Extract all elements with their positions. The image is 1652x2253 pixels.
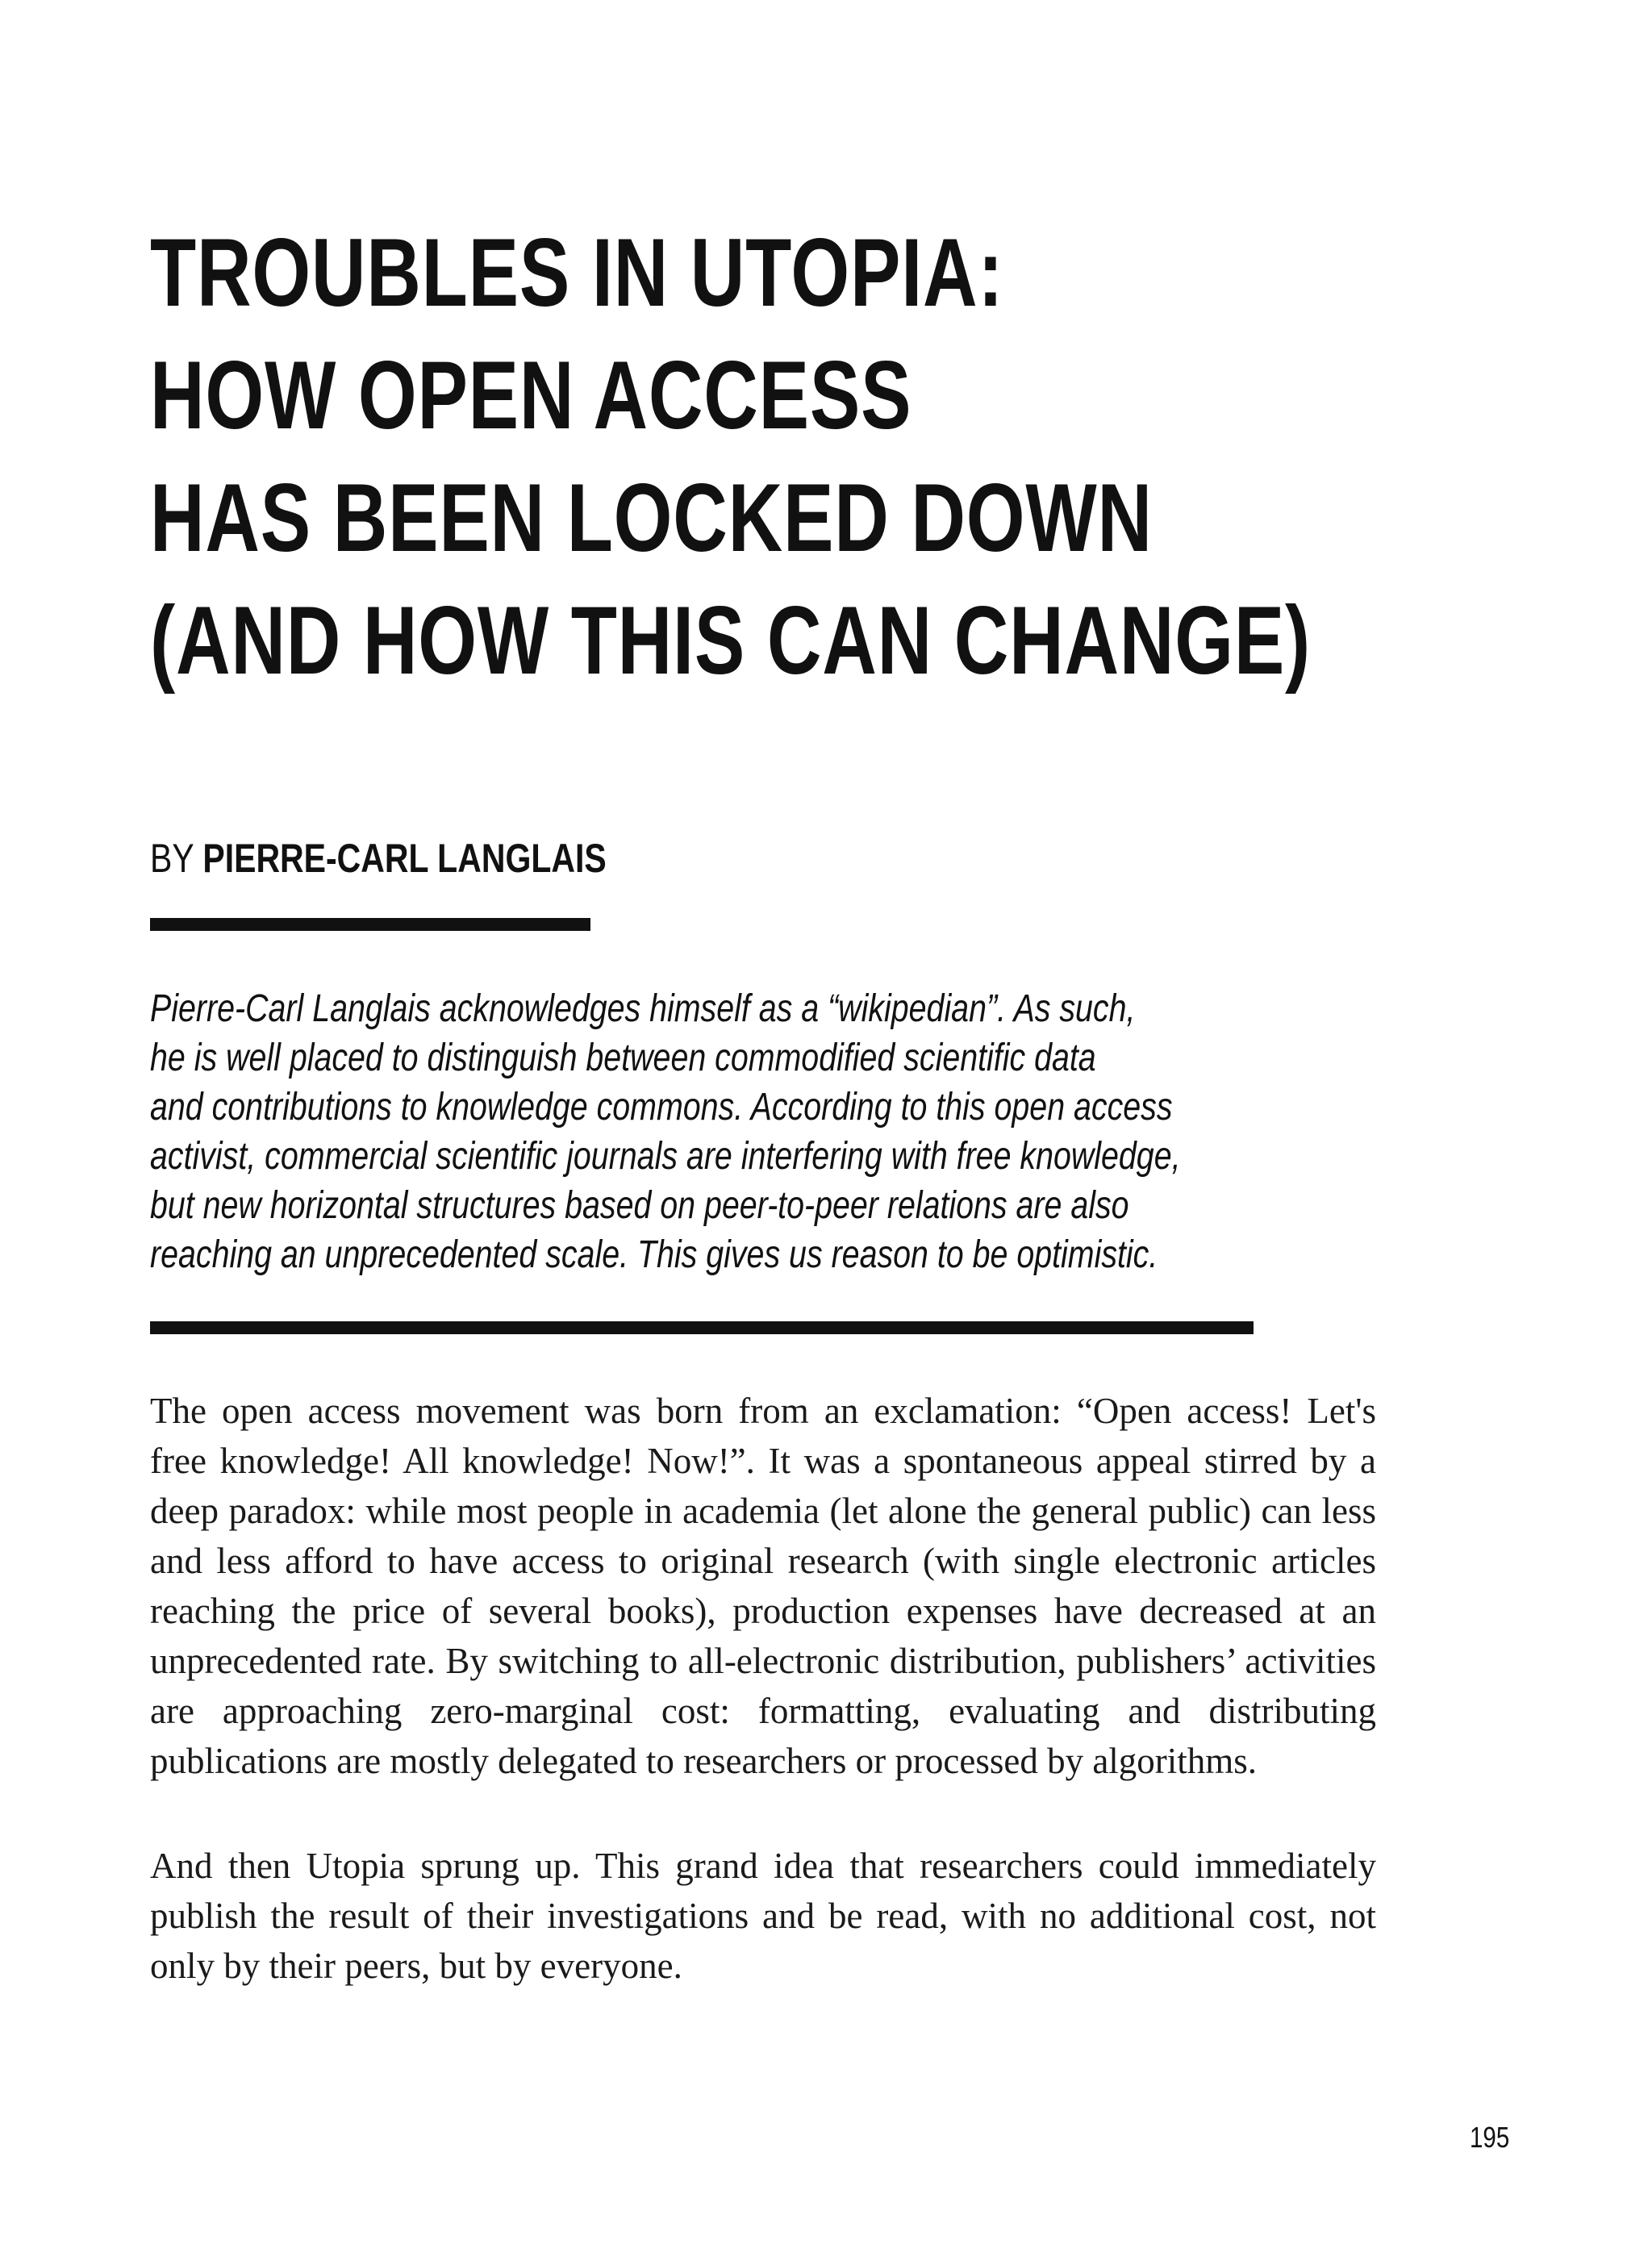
intro-line: and contributions to knowledge commons. According to this open access (150, 1086, 1173, 1129)
paragraph-line: publications are mostly delegated to researchers or processed by algorithms. (150, 1741, 1258, 1781)
intro-line: he is well placed to distinguish between commodified scientific data (150, 1037, 1096, 1079)
article-title (150, 211, 1312, 702)
intro-line: but new horizontal structures based on peer-to-peer relations are also (150, 1184, 1129, 1227)
paragraph-line: free knowledge! All knowledge! Now!”. It was a spontaneous appeal stirred by a (150, 1441, 1376, 1481)
intro-line: Pierre-Carl Langlais acknowledges himself as a “wikipedian”. As such, (150, 987, 1136, 1030)
author-name: PIERRE-CARL LANGLAIS (202, 836, 607, 881)
paragraph-line: deep paradox: while most people in academia (let alone the general public) can less (150, 1491, 1376, 1531)
byline-prefix: BY (150, 836, 194, 881)
paragraph-line: The open access movement was born from an exclamation: “Open access! Let's (150, 1391, 1376, 1431)
byline-divider (150, 918, 590, 931)
body-paragraph (150, 1841, 1376, 1991)
paragraph-line: and less afford to have access to original research (with single electronic articles (150, 1541, 1376, 1581)
title-line: (AND HOW THIS CAN CHANGE) (150, 586, 1312, 695)
paragraph-line: only by their peers, but by everyone. (150, 1946, 682, 1986)
paragraph-line: publish the result of their investigations and be read, with no additional cost, not (150, 1896, 1376, 1936)
paragraph-line: are approaching zero-marginal cost: formatting, evaluating and distributing (150, 1691, 1376, 1731)
body-paragraph (150, 1386, 1376, 1786)
paragraph-line: unprecedented rate. By switching to all-electronic distribution, publishers’ activities (150, 1641, 1376, 1681)
byline (150, 832, 607, 884)
title-line: HAS BEEN LOCKED DOWN (150, 464, 1153, 572)
page-number: 195 (1470, 2121, 1510, 2154)
intro-line: activist, commercial scientific journals are interfering with free knowledge, (150, 1135, 1181, 1178)
intro-divider (150, 1321, 1254, 1334)
paragraph-line: reaching the price of several books), production expenses have decreased at an (150, 1591, 1376, 1631)
title-line: HOW OPEN ACCESS (150, 341, 912, 449)
paragraph-line: And then Utopia sprung up. This grand idea that researchers could immediately (150, 1846, 1376, 1886)
intro-blurb (150, 984, 1274, 1279)
intro-line: reaching an unprecedented scale. This gives us reason to be optimistic. (150, 1233, 1158, 1276)
title-line: TROUBLES IN UTOPIA: (150, 219, 1004, 327)
